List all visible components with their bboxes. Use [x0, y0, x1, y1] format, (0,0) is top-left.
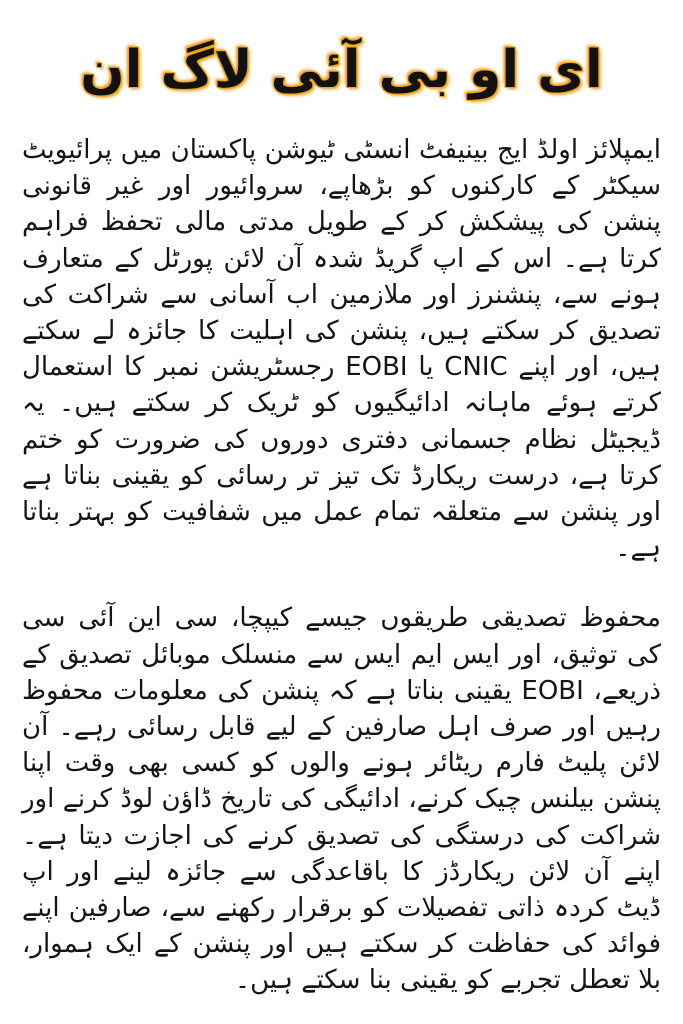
paragraph-security: محفوظ تصدیقی طریقوں جیسے کیپچا، سی این آئی سی کی توثیق، اور ایس ایم ایس سے منسلک موبائل تصدیق کے ذریعے، EOBI یقینی بناتا ہے کہ پنشن کی معلومات محفوظ رہیں اور صرف اہل صارفین کے لیے قابل رسائی رہے۔ آن لائن پلیٹ فارم ریٹائر ہونے والوں کو کسی بھی وقت اپنا پنشن بیلنس چیک کرنے، ادائیگی کی تاریخ ڈاؤن لوڈ کرنے اور شراکت کی درستگی کی تصدیق کرنے کی اجازت دیتا ہے۔ اپنے آن لائن ریکارڈز کا باقاعدگی سے جائزہ لینے اور اپ ڈیٹ کردہ ذاتی تفصیلات کو برقرار رکھنے سے، صارفین اپنے فوائد کی حفاظت کر سکتے ہیں اور پنشن کے ایک ہموار، بلا تعطل تجربے کو یقینی بنا سکتے ہیں۔: [22, 603, 661, 996]
paragraph-intro: ایمپلائز اولڈ ایج بینیفٹ انسٹی ٹیوشن پاکستان میں پرائیویٹ سیکٹر کے کارکنوں کو بڑھاپے، سروائیور اور غیر قانونی پنشن کی پیشکش کر کے طویل مدتی مالی تحفظ فراہم کرتا ہے۔ اس کے اپ گریڈ شدہ آن لائن پورٹل کے متعارف ہونے سے، پنشنرز اور ملازمین اب آسانی سے شراکت کی تصدیق کر سکتے ہیں، پنشن کی اہلیت کا جائزہ لے سکتے ہیں، اور اپنے CNIC یا EOBI رجسٹریشن نمبر کا استعمال کرتے ہوئے ماہانہ ادائیگیوں کو ٹریک کر سکتے ہیں۔ یہ ڈیجیٹل نظام جسمانی دفتری دوروں کی ضرورت کو ختم کرتا ہے، درست ریکارڈ تک تیز تر رسائی کو یقینی بناتا ہے اور پنشن سے متعلقہ تمام عمل میں شفافیت کو بہتر بناتا ہے۔: [22, 135, 662, 564]
page-title: ای او بی آئی لاگ ان: [80, 40, 603, 100]
title-banner: [22, 28, 661, 112]
